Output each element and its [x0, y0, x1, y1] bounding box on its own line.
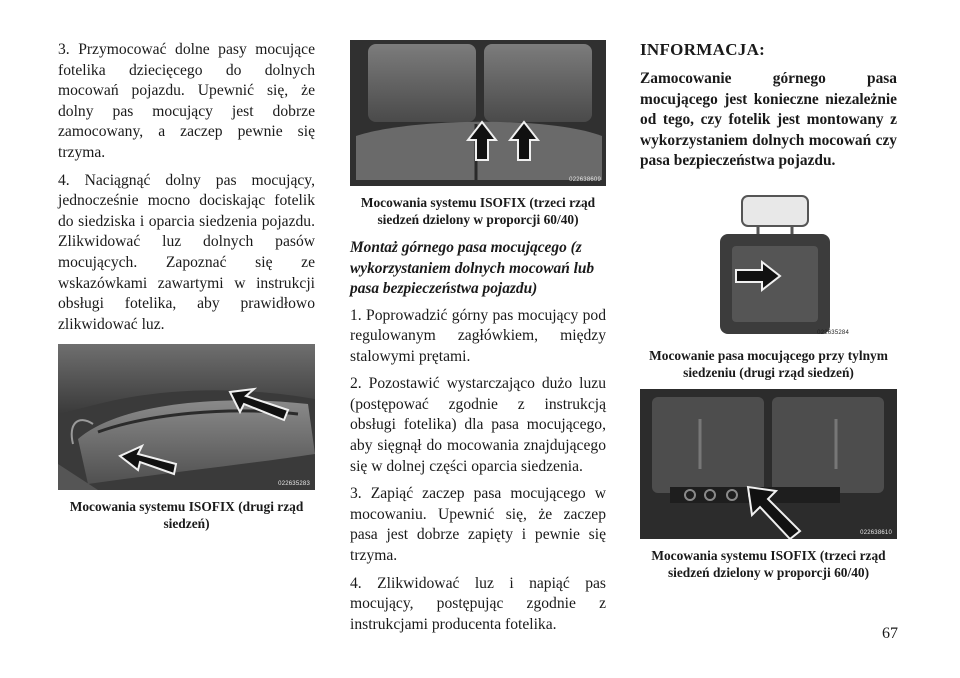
paragraph-step-3: 3. Zapiąć zaczep pasa mocującego w mocowaniu. Upewnić się, że zaczep pasa jest dobrze zapięty i pewnie się trzyma. [350, 485, 606, 565]
paragraph-step-3: 3. Przymocować dolne pasy mocujące fotelika dziecięcego do dolnych mocowań pojazdu. Upewnić się, że dolny pas mocujący jest dobrze zamocowany, a zaczep pewnie się trzyma. [58, 41, 315, 161]
page-number: 67 [882, 625, 898, 642]
figure-isofix-third-row [350, 40, 606, 186]
figure-caption: Mocowania systemu ISOFIX (trzeci rząd siedzeń dzielony w proporcji 60/40) [651, 547, 886, 580]
figure-code: 022635284 [817, 329, 849, 336]
figure-code: 022635283 [278, 481, 310, 488]
figure-caption: Mocowanie pasa mocującego przy tylnym siedzeniu (drugi rząd siedzeń) [649, 347, 888, 380]
seat-back-illustration [696, 192, 854, 339]
figure-caption: Mocowania systemu ISOFIX (drugi rząd siedzeń) [69, 499, 304, 532]
column-right [640, 40, 897, 581]
column-middle [350, 40, 606, 642]
seat-illustration [58, 344, 315, 490]
seat-rear-illustration [640, 389, 897, 539]
info-title: INFORMACJA: [640, 40, 766, 59]
figure-isofix-second-row [58, 344, 315, 490]
figure-tether-anchor [696, 192, 854, 339]
column-left [58, 40, 315, 532]
figure-code: 022638610 [860, 529, 892, 536]
figure-isofix-third-row-rear [640, 389, 897, 539]
paragraph-step-4: 4. Naciągnąć dolny pas mocujący, jednocześnie mocno dociskając fotelik do siedziska i oparcia siedzenia pojazdu. Zlikwidować luz dolnych pasów mocujących. Zapoznać się ze wskazówkami zawartymi w instrukcji obsługi fotelika, aby prawidłowo zlikwidować luz. [58, 171, 315, 333]
figure-code: 022638609 [569, 177, 601, 183]
figure-caption: Mocowania systemu ISOFIX (trzeci rząd siedzeń dzielony w proporcji 60/40) [360, 195, 596, 227]
paragraph-step-4: 4. Zlikwidować luz i napiąć pas mocujący, postępując zgodnie z instrukcjami producenta fotelika. [350, 574, 606, 633]
seat-illustration [350, 40, 606, 186]
paragraph-step-2: 2. Pozostawić wystarczająco dużo luzu (postępować zgodnie z instrukcją obsługi fotelika) dla pasa mocującego, aby sięgnął do mocowania znajdującego się w dolnej części oparcia siedzenia. [350, 375, 606, 475]
section-heading: Montaż górnego pasa mocującego (z wykorzystaniem dolnych mocowań lub pasa bezpieczeństwa pojazdu) [350, 239, 595, 297]
info-text: Zamocowanie górnego pasa mocującego jest konieczne niezależnie od tego, czy fotelik jest montowany z wykorzystaniem dolnych mocowań czy pasa bezpieczeństwa pojazdu. [640, 70, 897, 169]
paragraph-step-1: 1. Poprowadzić górny pas mocujący pod regulowanym zagłówkiem, między stalowymi prętami. [350, 306, 606, 365]
